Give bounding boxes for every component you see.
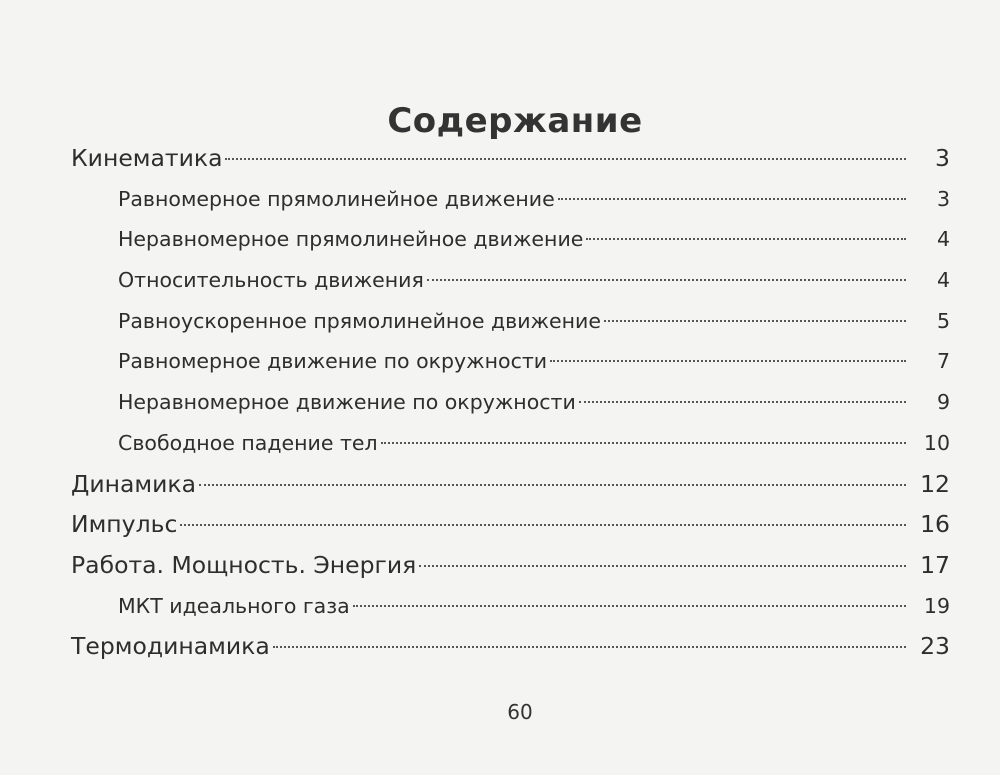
toc-entry-label: Термодинамика bbox=[71, 632, 270, 661]
toc-entry-label: Динамика bbox=[71, 469, 196, 498]
toc-entry bbox=[0, 260, 1000, 301]
toc-entry-label: Равномерное движение по окружности bbox=[118, 349, 548, 374]
toc-entry bbox=[0, 382, 1000, 423]
dot-leader bbox=[579, 401, 906, 403]
toc-entry-label: Равномерное прямолинейное движение bbox=[118, 186, 555, 211]
dot-leader bbox=[199, 484, 906, 486]
dot-leader bbox=[273, 646, 906, 648]
toc-entry-page: 4 bbox=[936, 268, 950, 293]
toc-entry-page: 17 bbox=[920, 550, 950, 579]
dot-leader bbox=[604, 320, 906, 322]
dot-leader bbox=[225, 158, 906, 160]
dot-leader bbox=[558, 198, 906, 200]
toc-entry-page: 23 bbox=[920, 632, 950, 661]
toc-entry-page: 10 bbox=[923, 430, 950, 455]
toc-entry-label: Кинематика bbox=[71, 144, 223, 172]
toc-entry bbox=[0, 219, 1000, 260]
toc-entry bbox=[0, 341, 1000, 382]
toc-entry-label: Равноускоренное прямолинейное движение bbox=[118, 308, 601, 333]
toc-entry-label: Неравномерное прямолинейное движение bbox=[118, 227, 584, 252]
dot-leader bbox=[381, 442, 906, 444]
page-title: Содержание bbox=[387, 100, 643, 141]
toc-entry bbox=[0, 504, 1000, 545]
dot-leader bbox=[180, 524, 906, 526]
toc-entry-label: Импульс bbox=[71, 510, 178, 539]
toc-entry bbox=[0, 626, 1000, 667]
toc-entry-page: 9 bbox=[936, 390, 950, 415]
dot-leader bbox=[586, 238, 906, 240]
table-of-contents bbox=[0, 138, 1000, 667]
toc-entry-page: 19 bbox=[923, 593, 950, 618]
toc-entry-page: 3 bbox=[936, 186, 950, 211]
toc-entry bbox=[0, 423, 1000, 464]
toc-entry-label: Свободное падение тел bbox=[118, 430, 378, 455]
toc-entry bbox=[0, 586, 1000, 627]
page-number: 60 bbox=[507, 700, 533, 724]
toc-entry-page: 4 bbox=[936, 227, 950, 252]
toc-entry-label: Относительность движения bbox=[118, 268, 424, 293]
toc-entry-page: 16 bbox=[920, 510, 950, 539]
dot-leader bbox=[427, 279, 906, 281]
dot-leader bbox=[353, 605, 906, 607]
toc-entry bbox=[0, 138, 1000, 179]
toc-entry-page: 12 bbox=[920, 469, 950, 498]
toc-entry-page: 7 bbox=[936, 349, 950, 374]
toc-entry-label: Работа. Мощность. Энергия bbox=[71, 550, 417, 579]
toc-entry bbox=[0, 545, 1000, 586]
toc-entry-label: Неравномерное движение по окружности bbox=[118, 390, 576, 415]
dot-leader bbox=[419, 565, 906, 567]
toc-entry-label: МКТ идеального газа bbox=[118, 593, 350, 618]
toc-entry-page: 3 bbox=[935, 144, 950, 172]
dot-leader bbox=[550, 360, 906, 362]
toc-entry bbox=[0, 179, 1000, 220]
toc-entry-page: 5 bbox=[936, 308, 950, 333]
toc-entry bbox=[0, 464, 1000, 505]
toc-entry bbox=[0, 301, 1000, 342]
